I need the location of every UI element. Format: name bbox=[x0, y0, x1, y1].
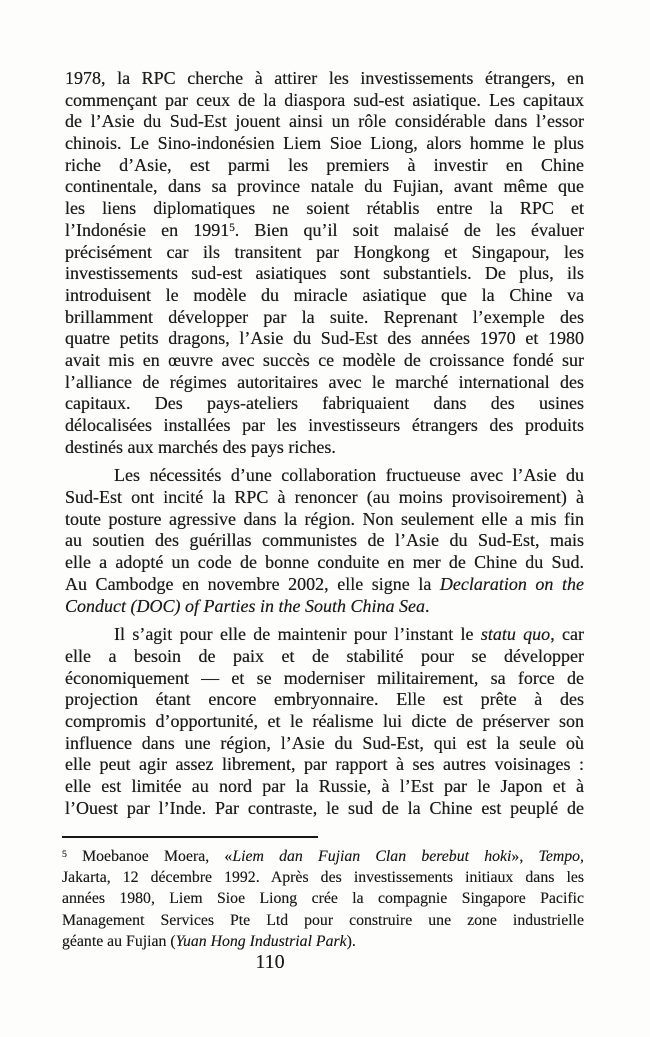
text-line bbox=[65, 393, 584, 415]
text-run: brillamment développer par la suite. Reprenant l’exemple des bbox=[65, 306, 584, 327]
text-run: 1978, la RPC cherche à attirer les investissements étrangers, en bbox=[65, 68, 584, 88]
text-line bbox=[65, 646, 584, 668]
text-line bbox=[65, 596, 584, 618]
italic-text: Declaration on the bbox=[439, 573, 584, 594]
paragraph bbox=[62, 846, 584, 952]
text-line bbox=[65, 90, 584, 112]
paragraph bbox=[65, 465, 584, 617]
text-run: investissements sud-est asiatiques sont substantiels. De plus, ils bbox=[65, 263, 584, 284]
text-run: », bbox=[511, 848, 539, 865]
footnote-marker: 5 bbox=[229, 221, 235, 234]
text-run: capitaux. Des pays-ateliers fabriquaient dans des usines bbox=[65, 393, 584, 414]
text-run: . bbox=[424, 595, 430, 616]
text-run: géante au Fujian ( bbox=[62, 932, 176, 950]
text-run: , car bbox=[550, 624, 584, 645]
text-run: chinois. Le Sino-indonésien Liem Sioe Liong, alors homme le plus bbox=[65, 133, 584, 154]
footnote-marker: 5 bbox=[62, 848, 67, 860]
text-run: projection étant encore embryonnaire. Elle est prête à des bbox=[65, 689, 584, 710]
page-number: 110 bbox=[255, 951, 285, 973]
text-run: commençant par ceux de la diaspora sud-est asiatique. Les capitaux bbox=[65, 89, 584, 110]
text-run: les liens diplomatiques ne soient rétablis entre la RPC et bbox=[65, 198, 584, 219]
text-run: Management Services Pte Ltd pour construire une zone industrielle bbox=[62, 911, 584, 929]
text-line bbox=[65, 668, 584, 690]
text-run: Les nécessités d’une collaboration fructueuse avec l’Asie du bbox=[114, 465, 584, 486]
text-run: avait mis en œuvre avec succès ce modèle de croissance fondé sur bbox=[65, 349, 584, 370]
text-line bbox=[65, 798, 584, 820]
text-line bbox=[65, 509, 584, 531]
text-run: toute posture agressive dans la région. Non seulement elle a mis fin bbox=[65, 508, 584, 529]
text-run: l’Ouest par l’Inde. Par contraste, le sud de la Chine est peuplé de bbox=[65, 797, 584, 818]
text-line bbox=[65, 465, 584, 487]
text-line bbox=[65, 776, 584, 798]
text-line bbox=[65, 530, 584, 552]
text-line bbox=[62, 888, 584, 909]
text-run: quatre petits dragons, l’Asie du Sud-Est des années 1970 et 1980 bbox=[65, 328, 584, 349]
text-line bbox=[65, 350, 584, 372]
text-run: délocalisées installées par les investisseurs étrangers des produits bbox=[65, 415, 584, 435]
text-line bbox=[65, 574, 584, 596]
italic-text: statu quo bbox=[480, 624, 551, 645]
text-run: elle est limitée au nord par la Russie, à l’Est par le Japon et à bbox=[65, 776, 584, 796]
text-run: compromis d’opportunité, et le réalisme lui dicte de préserver son bbox=[65, 710, 584, 731]
text-run: Sud-Est ont incité la RPC à renoncer (au moins provisoirement) à bbox=[65, 487, 584, 508]
text-line bbox=[65, 437, 584, 459]
text-line bbox=[65, 68, 584, 90]
text-line bbox=[65, 754, 584, 776]
text-run: économiquement — et se moderniser militairement, sa force de bbox=[65, 667, 584, 688]
text-line bbox=[65, 415, 584, 437]
text-line bbox=[65, 242, 584, 264]
text-run: l’Indonésie en 1991 bbox=[65, 219, 230, 240]
text-line bbox=[65, 133, 584, 155]
text-run: Jakarta, 12 décembre 1992. Après des investissements initiaux dans les bbox=[62, 869, 584, 887]
text-line bbox=[65, 487, 584, 509]
text-run: de l’Asie du Sud-Est jouent ainsi un rôle considérable dans l’essor bbox=[65, 111, 584, 132]
text-line bbox=[65, 285, 584, 307]
italic-text: Liem dan Fujian Clan berebut hoki bbox=[232, 848, 512, 865]
text-run: Au Cambodge en novembre 2002, elle signe la bbox=[65, 573, 440, 594]
text-line bbox=[65, 155, 584, 177]
italic-text: Tempo, bbox=[538, 848, 584, 865]
text-run: elle a adopté un code de bonne conduite en mer de Chine du Sud. bbox=[65, 552, 584, 573]
paragraph bbox=[65, 624, 584, 819]
text-run: au soutien des guérillas communistes de l’Asie du Sud-Est, mais bbox=[65, 530, 584, 551]
text-run: riche d’Asie, est parmi les premiers à investir en Chine bbox=[65, 154, 584, 175]
text-line bbox=[65, 198, 584, 220]
text-run: ). bbox=[346, 932, 356, 950]
text-line bbox=[65, 176, 584, 198]
text-line bbox=[65, 624, 584, 646]
text-line bbox=[62, 931, 584, 952]
text-run: Il s’agit pour elle de maintenir pour l’instant le bbox=[114, 624, 481, 645]
text-run: influence dans une région, l’Asie du Sud-Est, qui est la seule où bbox=[65, 732, 584, 753]
text-line bbox=[62, 846, 584, 867]
text-line bbox=[65, 111, 584, 133]
text-line bbox=[65, 220, 584, 242]
italic-text: Conduct (DOC) of Parties in the South China Sea bbox=[65, 595, 425, 616]
text-line bbox=[65, 711, 584, 733]
text-run: destinés aux marchés des pays riches. bbox=[65, 436, 336, 457]
text-run: continentale, dans sa province natale du Fujian, avant même que bbox=[65, 176, 584, 197]
text-line bbox=[65, 689, 584, 711]
text-run: Moebanoe Moera, « bbox=[66, 848, 233, 865]
text-run: l’alliance de régimes autoritaires avec le marché international des bbox=[65, 371, 584, 392]
paragraph bbox=[65, 68, 584, 458]
footnote bbox=[62, 846, 584, 952]
text-run: années 1980, Liem Sioe Liong crée la compagnie Singapore Pacific bbox=[62, 890, 584, 908]
italic-text: Yuan Hong Industrial Park bbox=[175, 932, 347, 950]
text-run: . Bien qu’il soit malaisé de les évaluer bbox=[234, 219, 584, 240]
text-line bbox=[65, 733, 584, 755]
text-run: précisément car ils transitent par Hongkong et Singapour, les bbox=[65, 241, 584, 262]
text-run: introduisent le modèle du miracle asiatique que la Chine va bbox=[65, 284, 584, 305]
text-line bbox=[62, 867, 584, 888]
text-line bbox=[65, 307, 584, 329]
footnote-separator bbox=[62, 836, 318, 838]
text-line bbox=[65, 552, 584, 574]
text-line bbox=[65, 263, 584, 285]
text-line bbox=[65, 372, 584, 394]
text-run: elle a besoin de paix et de stabilité pour se développer bbox=[65, 645, 584, 666]
text-run: elle peut agir assez librement, par rapport à ses autres voisinages : bbox=[65, 754, 584, 775]
text-line bbox=[65, 328, 584, 350]
body-text bbox=[65, 68, 584, 819]
text-line bbox=[62, 910, 584, 931]
